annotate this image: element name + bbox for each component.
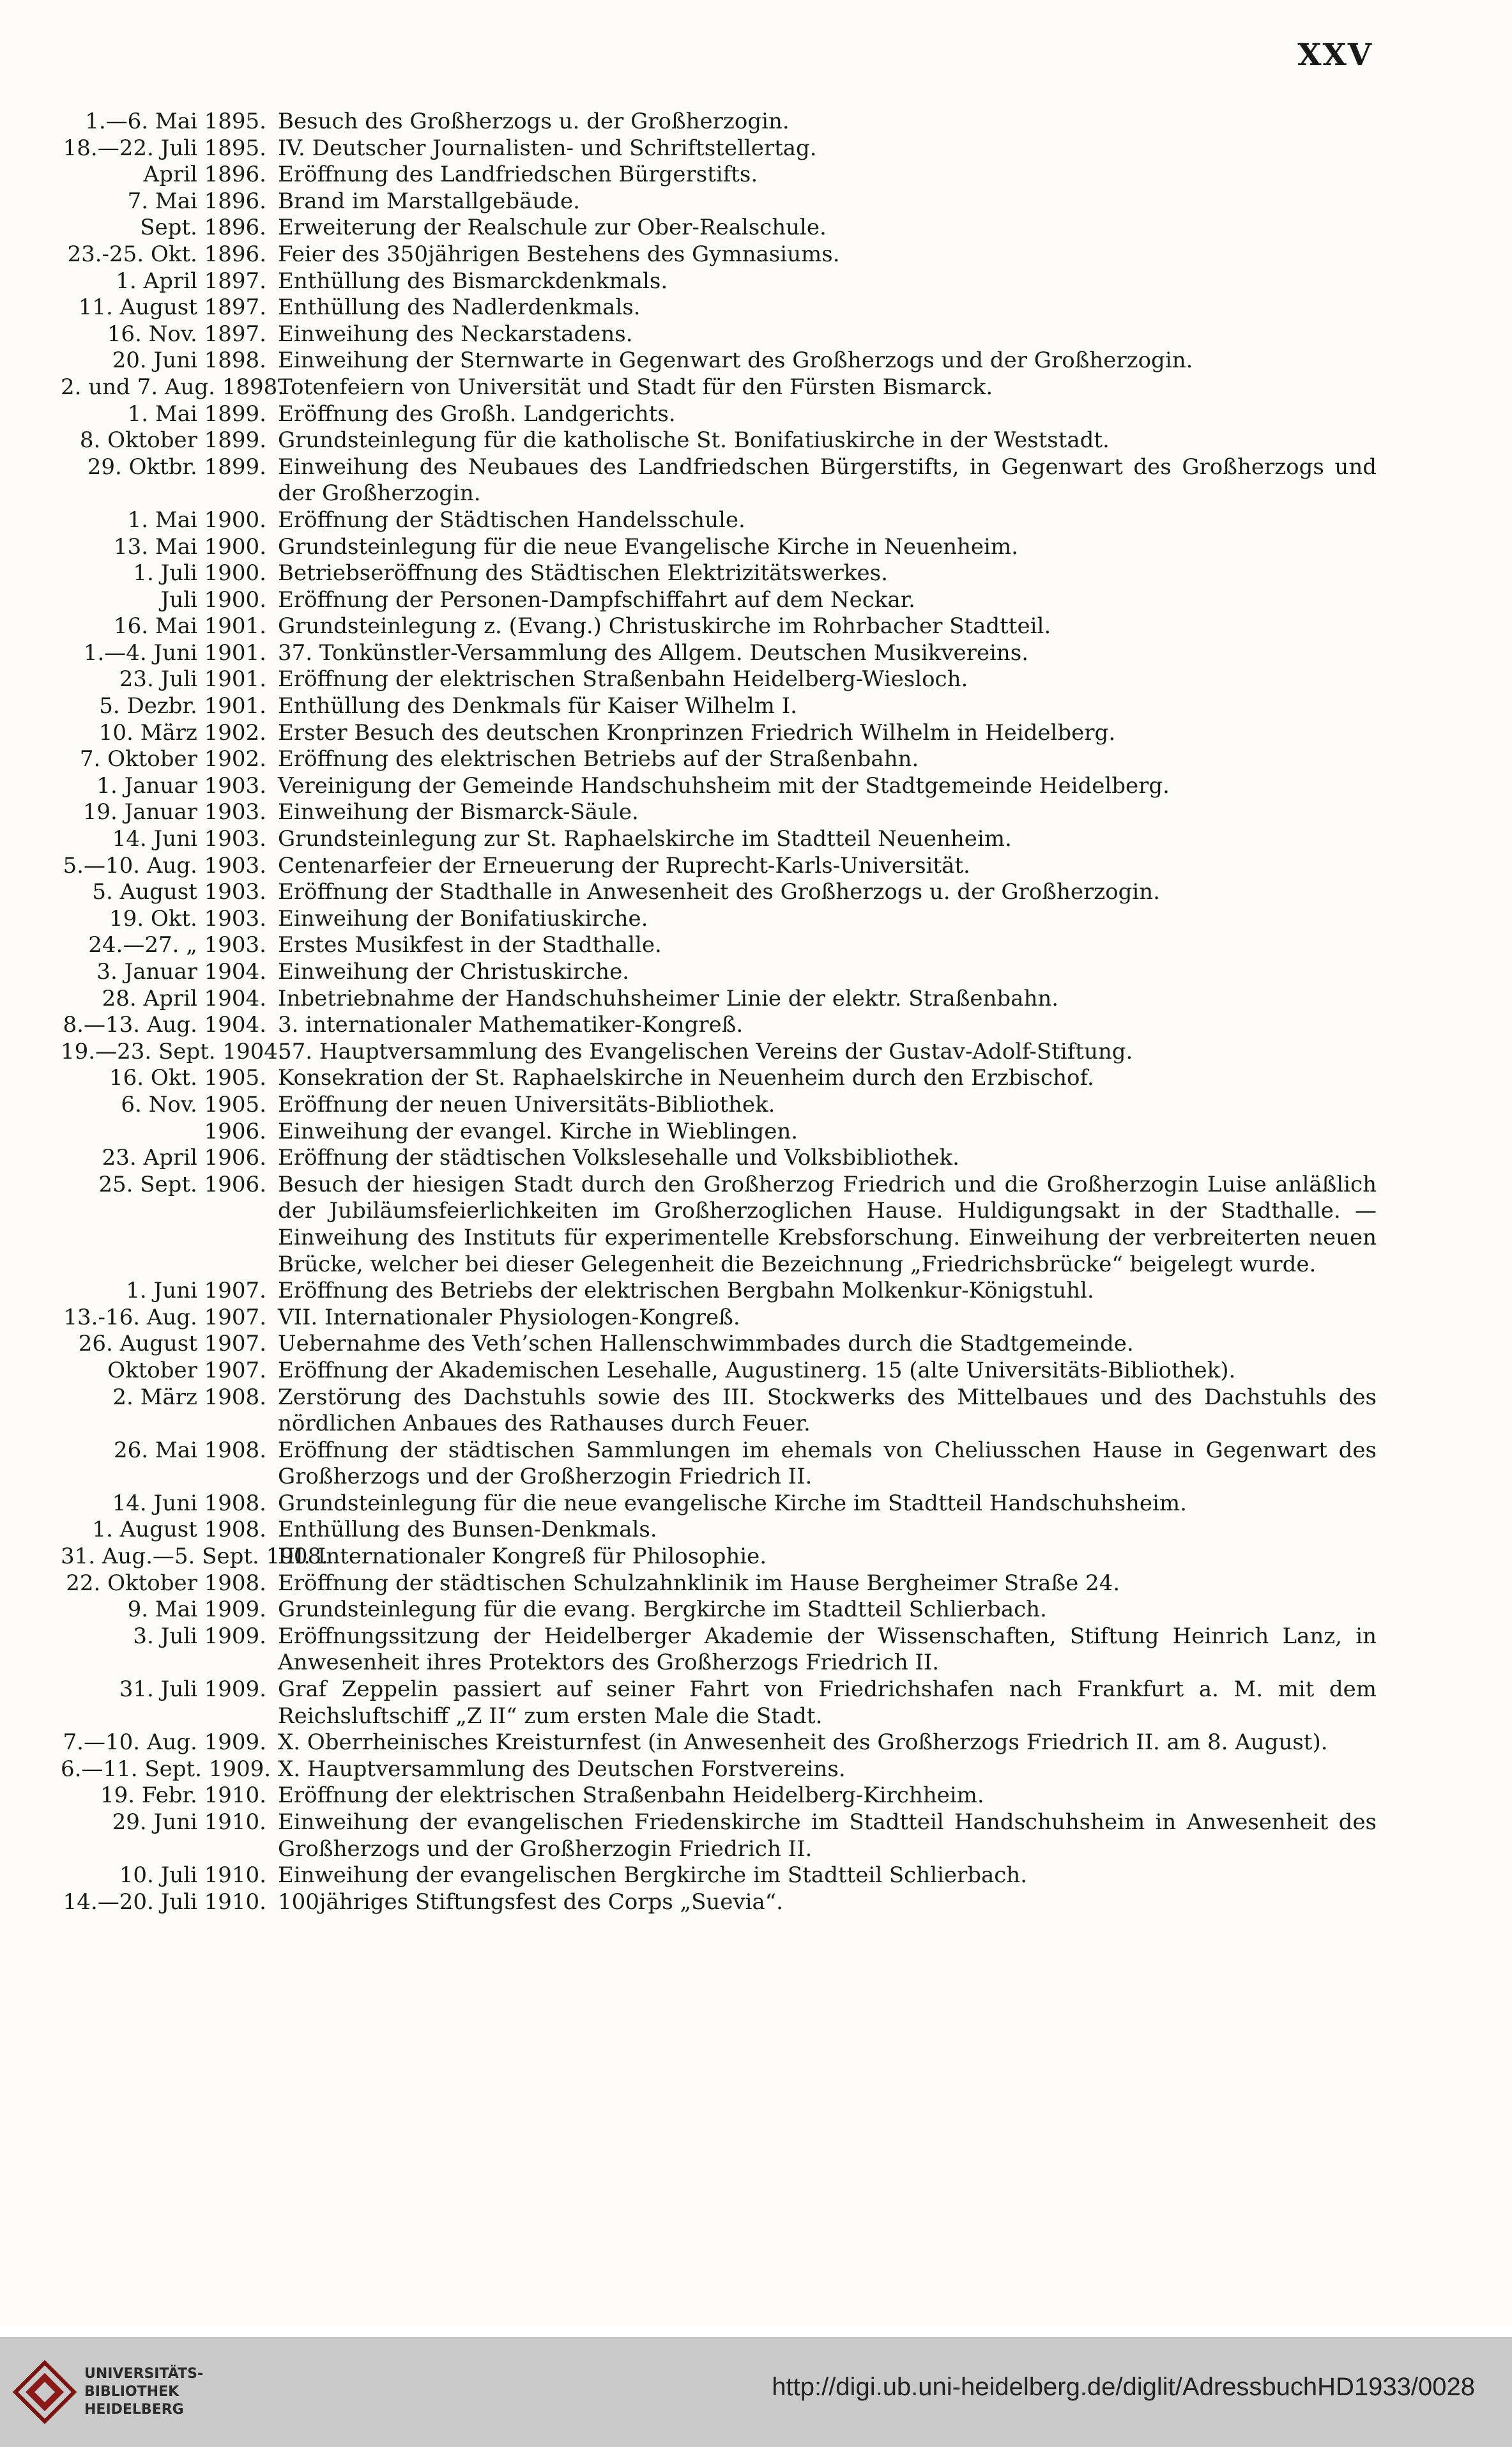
entry-text: Einweihung des Neubaues des Landfriedschen Bürgerstifts, in Gegenwart des Großherzogs und der Großherzogin. <box>278 454 1377 507</box>
chronicle-entry <box>61 242 1377 268</box>
chronicle-entry <box>61 1597 1377 1623</box>
chronicle-entry <box>61 1012 1377 1039</box>
entry-date: Sept. 1896. <box>140 215 266 241</box>
entry-date: 20. Juni 1898. <box>112 348 266 374</box>
chronicle-entry <box>61 1544 1377 1570</box>
entry-date: 14. Juni 1908. <box>112 1490 266 1516</box>
entry-text: Grundsteinlegung z. (Evang.) Christuskirche im Rohrbacher Stadtteil. <box>278 613 1051 640</box>
entry-date: 19. Okt. 1903. <box>109 905 266 932</box>
entry-date: 1. Mai 1900. <box>127 507 266 533</box>
entry-date: 5. August 1903. <box>92 879 266 905</box>
chronicle-entry <box>61 348 1377 374</box>
entry-date: Juli 1900. <box>160 587 266 613</box>
entry-text: Eröffnung des Landfriedschen Bürgerstifts. <box>278 162 758 188</box>
chronicle-entry <box>61 1809 1377 1862</box>
entry-text: X. Hauptversammlung des Deutschen Forstvereins. <box>278 1756 846 1782</box>
chronicle-entry <box>61 773 1377 800</box>
entry-date: 1.—4. Juni 1901. <box>83 640 266 666</box>
chronicle-entry <box>61 109 1377 135</box>
entry-text: Inbetriebnahme der Handschuhsheimer Linie der elektr. Straßenbahn. <box>278 985 1059 1011</box>
chronicle-entry <box>61 1092 1377 1119</box>
chronicle-entry <box>61 1517 1377 1544</box>
entry-text: Eröffnung der neuen Universitäts-Bibliothek. <box>278 1091 775 1117</box>
entry-text: Grundsteinlegung zur St. Raphaelskirche im Stadtteil Neuenheim. <box>278 826 1012 852</box>
chronicle-entry <box>61 1145 1377 1172</box>
entry-date: 3. Juli 1909. <box>133 1623 266 1649</box>
entry-date: 16. Okt. 1905. <box>109 1065 266 1091</box>
entry-date: 1.—6. Mai 1895. <box>85 109 266 134</box>
chronicle-entry <box>61 507 1377 534</box>
entry-text: Feier des 350jährigen Bestehens des Gymnasiums. <box>278 241 840 267</box>
chronicle-entry <box>61 1385 1377 1438</box>
entry-date: 9. Mai 1909. <box>127 1597 266 1623</box>
chronicle-entry <box>61 1730 1377 1756</box>
entry-date: 19. Febr. 1910. <box>100 1783 266 1809</box>
chronicle-entry <box>61 321 1377 348</box>
entry-text: Eröffnung des Großh. Landgerichts. <box>278 401 676 427</box>
entry-date: 16. Mai 1901. <box>114 613 266 640</box>
entry-date: 1906. <box>204 1118 266 1144</box>
entry-text: Enthüllung des Bunsen-Denkmals. <box>278 1517 657 1543</box>
entry-date: 26. August 1907. <box>78 1331 266 1357</box>
entry-text: Eröffnung der städtischen Volkslesehalle und Volksbibliothek. <box>278 1145 959 1171</box>
entry-text: Erstes Musikfest in der Stadthalle. <box>278 932 662 958</box>
entry-date: 23.-25. Okt. 1896. <box>67 241 266 267</box>
entry-text: IV. Deutscher Journalisten- und Schriftstellertag. <box>278 135 817 161</box>
entry-text: Einweihung der evangelischen Bergkirche im Stadtteil Schlierbach. <box>278 1862 1028 1889</box>
entry-date: 1. Mai 1899. <box>127 401 266 427</box>
entry-text: Grundsteinlegung für die neue Evangelische Kirche in Neuenheim. <box>278 533 1018 560</box>
entry-text: Eröffnung der Städtischen Handelsschule. <box>278 507 745 533</box>
entry-date: 22. Oktober 1908. <box>66 1570 266 1596</box>
entry-date: 16. Nov. 1897. <box>107 321 266 347</box>
entry-text: Eröffnungssitzung der Heidelberger Akademie der Wissenschaften, Stiftung Heinrich Lanz, in Anwesenheit ihres Protektors des Großherzogs Friedrich II. <box>278 1623 1377 1676</box>
entry-date: 14. Juni 1903. <box>112 826 266 852</box>
entry-text: Einweihung der Sternwarte in Gegenwart des Großherzogs und der Großherzogin. <box>278 348 1193 374</box>
entry-date: 5.—10. Aug. 1903. <box>63 852 266 878</box>
entry-text: Eröffnung des elektrischen Betriebs auf der Straßenbahn. <box>278 746 919 772</box>
entry-date: 5. Dezbr. 1901. <box>99 693 266 719</box>
entry-date: 13. Mai 1900. <box>114 533 266 560</box>
entry-date: April 1896. <box>143 162 266 188</box>
chronicle-entry <box>61 1039 1377 1066</box>
chronicle-entry <box>61 427 1377 454</box>
chronicle-entry <box>61 986 1377 1013</box>
entry-text: Besuch des Großherzogs u. der Großherzogin. <box>278 109 790 134</box>
entry-date: 11. August 1897. <box>78 295 266 321</box>
entry-date: 8. Oktober 1899. <box>79 427 266 454</box>
chronicle-entry <box>61 587 1377 614</box>
entry-date: 1. Juli 1900. <box>133 560 266 587</box>
entry-date: 7. Oktober 1902. <box>79 746 266 772</box>
chronicle-entry <box>61 534 1377 561</box>
library-logo-icon <box>13 2360 77 2424</box>
entry-text: Konsekration der St. Raphaelskirche in Neuenheim durch den Erzbischof. <box>278 1065 1094 1091</box>
chronicle-entry <box>61 640 1377 667</box>
chronicle-entry <box>61 1305 1377 1331</box>
chronicle-entry <box>61 746 1377 773</box>
entry-date: 10. Juli 1910. <box>119 1862 266 1889</box>
entry-text: X. Oberrheinisches Kreisturnfest (in Anwesenheit des Großherzogs Friedrich II. am 8. August). <box>278 1730 1328 1756</box>
library-logo[interactable] <box>13 2354 204 2430</box>
entry-date: 29. Oktbr. 1899. <box>87 454 266 480</box>
entry-date: 1. August 1908. <box>92 1517 266 1543</box>
source-url-link[interactable]: http://digi.ub.uni-heidelberg.de/diglit/AdressbuchHD1933/0028 <box>772 2373 1475 2401</box>
entry-text: Eröffnung der städtischen Sammlungen im ehemals von Cheliusschen Hause in Gegenwart des Großherzogs und der Großherzogin Friedrich II. <box>278 1437 1377 1490</box>
entry-date: 13.-16. Aug. 1907. <box>63 1304 266 1330</box>
entry-text: Besuch der hiesigen Stadt durch den Großherzog Friedrich und die Großherzogin Luise anläßlich der Jubiläumsfeierlichkeiten im Großherzoglichen Hause. Huldigungsakt in der Stadthalle. — Einweihung des Instituts für experimentelle Krebsforschung. Einweihung der verbreiterten neuen Brücke, welcher bei dieser Gelegenheit die Bezeichnung „Friedrichsbrücke“ beigelegt wurde. <box>278 1171 1377 1277</box>
entry-text: Eröffnung der Stadthalle in Anwesenheit des Großherzogs u. der Großherzogin. <box>278 879 1160 905</box>
entry-date: 2. März 1908. <box>112 1384 266 1410</box>
page-number: XXV <box>1297 37 1373 73</box>
library-logo-text <box>84 2365 203 2419</box>
chronicle-entry <box>61 1862 1377 1889</box>
entry-date: 26. Mai 1908. <box>114 1437 266 1463</box>
entry-date: 31. Juli 1909. <box>119 1676 266 1703</box>
chronicle-entry <box>61 799 1377 826</box>
entry-text: Einweihung des Neckarstadens. <box>278 321 633 347</box>
entry-text: Einweihung der Bonifatiuskirche. <box>278 905 648 932</box>
entry-text: Grundsteinlegung für die evang. Bergkirche im Stadtteil Schlierbach. <box>278 1597 1047 1623</box>
entry-date: 23. Juli 1901. <box>119 666 266 693</box>
chronicle-entry <box>61 1438 1377 1491</box>
chronicle-entry <box>61 853 1377 880</box>
entry-text: Brand im Marstallgebäude. <box>278 188 580 214</box>
chronicle-list <box>61 109 1377 1915</box>
chronicle-entry <box>61 666 1377 693</box>
chronicle-entry <box>61 1491 1377 1517</box>
entry-date: 19.—23. Sept. 1904. <box>61 1038 285 1064</box>
entry-date: 7.—10. Aug. 1909. <box>63 1730 266 1756</box>
entry-text: Enthüllung des Denkmals für Kaiser Wilhelm I. <box>278 693 797 719</box>
chronicle-entry <box>61 1065 1377 1092</box>
entry-text: Totenfeiern von Universität und Stadt für den Fürsten Bismarck. <box>278 374 993 400</box>
chronicle-entry <box>61 1172 1377 1278</box>
chronicle-entry <box>61 613 1377 640</box>
entry-text: III. Internationaler Kongreß für Philosophie. <box>278 1544 767 1570</box>
entry-text: Zerstörung des Dachstuhls sowie des III. Stockwerks des Mittelbaues und des Dachstuhls des nördlichen Anbaues des Rathauses durch Feuer. <box>278 1384 1377 1437</box>
chronicle-entry <box>61 879 1377 906</box>
entry-text: Graf Zeppelin passiert auf seiner Fahrt von Friedrichshafen nach Frankfurt a. M. mit dem Reichsluftschiff „Z II“ zum ersten Male die Stadt. <box>278 1676 1377 1729</box>
logo-line: BIBLIOTHEK <box>84 2384 179 2400</box>
chronicle-entry <box>61 1358 1377 1385</box>
entry-text: Eröffnung der elektrischen Straßenbahn Heidelberg-Wiesloch. <box>278 666 968 693</box>
entry-text: Grundsteinlegung für die neue evangelische Kirche im Stadtteil Handschuhsheim. <box>278 1490 1187 1516</box>
chronicle-entry <box>61 1331 1377 1358</box>
entry-text: Eröffnung der Personen-Dampfschiffahrt auf dem Neckar. <box>278 587 915 613</box>
chronicle-entry <box>61 188 1377 215</box>
chronicle-entry <box>61 1783 1377 1809</box>
entry-text: 37. Tonkünstler-Versammlung des Allgem. Deutschen Musikvereins. <box>278 640 1029 666</box>
chronicle-entry <box>61 932 1377 959</box>
entry-text: Enthüllung des Bismarckdenkmals. <box>278 268 668 294</box>
chronicle-entry <box>61 826 1377 853</box>
entry-text: Eröffnung der elektrischen Straßenbahn Heidelberg-Kirchheim. <box>278 1783 984 1809</box>
chronicle-entry <box>61 135 1377 162</box>
entry-text: Betriebseröffnung des Städtischen Elektrizitätswerkes. <box>278 560 888 587</box>
chronicle-entry <box>61 1570 1377 1597</box>
entry-text: Erster Besuch des deutschen Kronprinzen Friedrich Wilhelm in Heidelberg. <box>278 719 1116 746</box>
logo-line: UNIVERSITÄTS- <box>84 2366 204 2382</box>
chronicle-entry <box>61 1623 1377 1676</box>
entry-text: Enthüllung des Nadlerdenkmals. <box>278 295 641 321</box>
entry-date: 6.—11. Sept. 1909. <box>61 1756 271 1782</box>
chronicle-entry <box>61 959 1377 986</box>
chronicle-entry <box>61 1676 1377 1730</box>
logo-line: HEIDELBERG <box>84 2402 184 2418</box>
entry-date: 1. April 1897. <box>116 268 266 294</box>
entry-text: Eröffnung der städtischen Schulzahnklinik im Hause Bergheimer Straße 24. <box>278 1570 1120 1596</box>
entry-text: Einweihung der evangelischen Friedenskirche im Stadtteil Handschuhsheim in Anwesenheit des Großherzogs und der Großherzogin Friedrich II. <box>278 1809 1377 1862</box>
chronicle-entry <box>61 1278 1377 1305</box>
entry-text: Einweihung der evangel. Kirche in Wieblingen. <box>278 1118 798 1144</box>
chronicle-entry <box>61 906 1377 933</box>
entry-date: Oktober 1907. <box>107 1357 266 1383</box>
chronicle-entry <box>61 693 1377 720</box>
entry-text: 57. Hauptversammlung des Evangelischen Vereins der Gustav-Adolf-Stiftung. <box>278 1038 1133 1064</box>
entry-date: 2. und 7. Aug. 1898. <box>61 374 285 400</box>
chronicle-entry <box>61 1889 1377 1916</box>
entry-date: 31. Aug.—5. Sept. 1908. <box>61 1544 328 1570</box>
entry-date: 24.—27. „ 1903. <box>88 932 266 958</box>
entry-text: Grundsteinlegung für die katholische St. Bonifatiuskirche in der Weststadt. <box>278 427 1110 454</box>
entry-date: 6. Nov. 1905. <box>121 1091 266 1117</box>
entry-date: 18.—22. Juli 1895. <box>63 135 266 161</box>
entry-date: 1. Juni 1907. <box>126 1278 266 1304</box>
entry-date: 23. April 1906. <box>102 1145 266 1171</box>
chronicle-entry <box>61 401 1377 428</box>
chronicle-entry <box>61 1756 1377 1783</box>
entry-date: 1. Januar 1903. <box>96 772 266 799</box>
chronicle-entry <box>61 1119 1377 1146</box>
entry-date: 14.—20. Juli 1910. <box>63 1889 266 1915</box>
entry-text: Einweihung der Bismarck-Säule. <box>278 799 639 825</box>
entry-date: 10. März 1902. <box>98 719 266 746</box>
entry-date: 8.—13. Aug. 1904. <box>63 1012 266 1038</box>
entry-date: 28. April 1904. <box>102 985 266 1011</box>
entry-text: Eröffnung des Betriebs der elektrischen Bergbahn Molkenkur-Königstuhl. <box>278 1278 1094 1304</box>
chronicle-entry <box>61 215 1377 242</box>
entry-date: 29. Juni 1910. <box>112 1809 266 1835</box>
entry-date: 19. Januar 1903. <box>82 799 266 825</box>
entry-text: Vereinigung der Gemeinde Handschuhsheim mit der Stadtgemeinde Heidelberg. <box>278 772 1170 799</box>
entry-text: Eröffnung der Akademischen Lesehalle, Augustinerg. 15 (alte Universitäts-Bibliothek). <box>278 1357 1236 1383</box>
entry-text: Uebernahme des Veth’schen Hallenschwimmbades durch die Stadtgemeinde. <box>278 1331 1134 1357</box>
entry-date: 3. Januar 1904. <box>96 959 266 985</box>
entry-text: 100jähriges Stiftungsfest des Corps „Suevia“. <box>278 1889 783 1915</box>
entry-text: VII. Internationaler Physiologen-Kongreß. <box>278 1304 740 1330</box>
entry-date: 25. Sept. 1906. <box>98 1171 266 1197</box>
chronicle-entry <box>61 374 1377 401</box>
chronicle-entry <box>61 162 1377 188</box>
chronicle-entry <box>61 720 1377 747</box>
chronicle-entry <box>61 295 1377 321</box>
chronicle-entry <box>61 454 1377 507</box>
entry-text: Erweiterung der Realschule zur Ober-Realschule. <box>278 215 827 241</box>
chronicle-entry <box>61 560 1377 587</box>
viewer-footer <box>0 2337 1512 2447</box>
entry-text: Einweihung der Christuskirche. <box>278 959 629 985</box>
entry-text: Centenarfeier der Erneuerung der Ruprecht-Karls-Universität. <box>278 852 970 878</box>
entry-date: 7. Mai 1896. <box>127 188 266 214</box>
chronicle-entry <box>61 268 1377 295</box>
entry-text: 3. internationaler Mathematiker-Kongreß. <box>278 1012 744 1038</box>
